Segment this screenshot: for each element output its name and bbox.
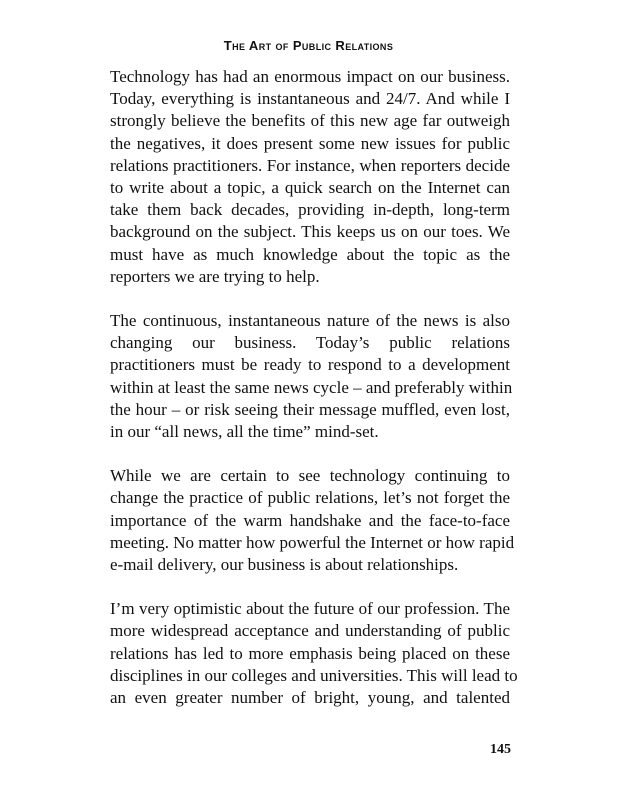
text-line: e-mail delivery, our business is about relationships. [110,555,459,575]
text-line: meeting. No matter how powerful the Internet or how rapid [110,532,515,552]
text-line: the hour – or risk seeing their message muffled, even lost, [110,399,510,419]
running-header: The Art of Public Relations [223,38,394,53]
text-line: change the practice of public relations, let’s not forget the [110,488,510,508]
paragraph-2 [110,310,513,443]
text-line: to write about a topic, a quick search on the Internet can [110,178,510,198]
text-line: strongly believe the benefits of this new age far outweigh [110,111,510,131]
text-line: background on the subject. This keeps us on our toes. We [110,222,510,242]
paragraph-3 [110,465,515,576]
paragraph-4 [110,598,518,709]
text-line: the negatives, it does present some new issues for public [110,133,510,153]
paragraph-1 [110,66,510,288]
text-line: take them back decades, providing in-depth, long-term [110,200,510,220]
text-line: changing our business. Today’s public relations [110,333,510,353]
text-line: The continuous, instantaneous nature of the news is also [110,311,510,331]
text-line: in our “all news, all the time” mind-set. [110,422,379,442]
text-line: an even greater number of bright, young, and talented [110,688,510,708]
body-text [110,66,518,731]
text-line: relations practitioners. For instance, when reporters decide [110,155,510,175]
text-line: more widespread acceptance and understanding of public [110,621,510,641]
text-line: practitioners must be ready to respond to a development [110,355,510,375]
text-line: Today, everything is instantaneous and 24/7. And while I [110,89,510,109]
text-line: reporters we are trying to help. [110,266,320,286]
page-number: 145 [490,742,511,757]
text-line: must have as much knowledge about the topic as the [110,244,510,264]
text-line: relations has led to more emphasis being placed on these [110,643,510,663]
text-line: importance of the warm handshake and the face-to-face [110,510,510,530]
text-line: I’m very optimistic about the future of our profession. The [110,599,510,619]
text-line: While we are certain to see technology continuing to [110,466,510,486]
text-line: Technology has had an enormous impact on our business. [110,67,510,86]
text-line: within at least the same news cycle – and preferably within [110,377,513,397]
text-line: disciplines in our colleges and universities. This will lead to [110,665,518,685]
